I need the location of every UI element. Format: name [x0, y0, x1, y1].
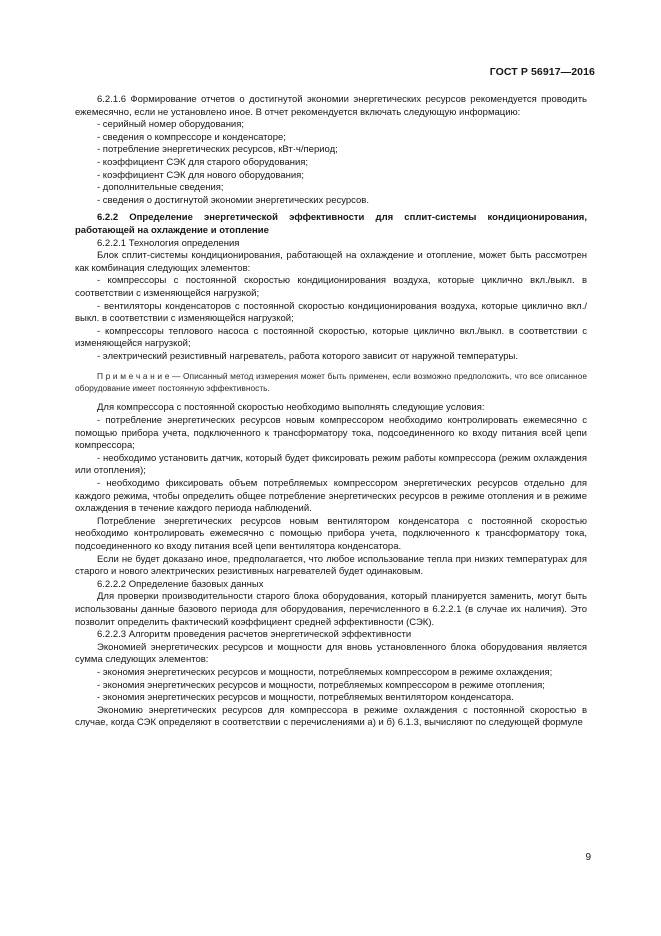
- section-6-2-2-2-paragraph: Для проверки производительности старого блока оборудования, который планируется заменить, могут быть использованы данные базового периода для оборудования, перечисленного в 6.2.2.1 (в случае их наличия). Это позволит определить фактический коэффициент средней эффективности (СЭК).: [75, 591, 587, 628]
- note-text: — Описанный метод измерения может быть применен, если возможно предположить, что все описанное оборудование имеет постоянную эффективность.: [75, 371, 587, 393]
- report-contents-list: [75, 119, 587, 207]
- document-body: [75, 94, 587, 730]
- final-paragraph: Экономию энергетических ресурсов для компрессора в режиме охлаждения с постоянной скоростью в случае, когда СЭК определяют в соответствии с перечислениями а) и б) 6.1.3, вычисляют по следующей формуле: [75, 704, 587, 729]
- section-6-2-2-3-title: 6.2.2.3 Алгоритм проведения расчетов энергетической эффективности: [97, 629, 412, 641]
- section-6-2-2-1-title: 6.2.2.1 Технология определения: [97, 237, 240, 249]
- list-item: - серийный номер оборудования;: [97, 119, 245, 131]
- section-6-2-2-3-intro: Экономией энергетических ресурсов и мощности для вновь установленного блока оборудования является сумма следующих элементов:: [75, 641, 587, 666]
- section-6-2-2-1-intro: Блок сплит-системы кондиционирования, работающей на охлаждение и отопление, может быть рассмотрен как комбинация следующих элементов:: [75, 250, 587, 274]
- section-6-2-1-6-intro: 6.2.1.6 Формирование отчетов о достигнутой экономии энергетических ресурсов рекомендуется проводить ежемесячно, если не установлено иное. В отчет рекомендуется включать следующую информацию:: [75, 94, 587, 118]
- section-6-2-2-2-title: 6.2.2.2 Определение базовых данных: [97, 578, 264, 590]
- list-item: - потребление энергетических ресурсов, кВт·ч/период;: [97, 144, 338, 156]
- list-item: - сведения о компрессоре и конденсаторе;: [97, 131, 286, 143]
- list-item: - экономия энергетических ресурсов и мощности, потребляемых компрессором в режиме отопления;: [97, 679, 545, 691]
- section-6-2-2-heading: 6.2.2 Определение энергетической эффективности для сплит-системы кондиционирования, работающей на охлаждение и отопление: [75, 212, 587, 236]
- note-label: П р и м е ч а н и е: [97, 371, 170, 382]
- list-item: - коэффициент СЭК для старого оборудования;: [97, 156, 309, 168]
- list-item: - электрический резистивный нагреватель, работа которого зависит от наружной температуры.: [97, 350, 518, 362]
- list-item: - компрессоры теплового насоса с постоянной скоростью, которые циклично вкл./выкл. в соответствии с изменяющейся нагрузкой;: [75, 325, 587, 350]
- list-item: - коэффициент СЭК для нового оборудования;: [97, 169, 304, 181]
- standard-header: ГОСТ Р 56917—2016: [489, 66, 595, 78]
- compressor-intro: Для компрессора с постоянной скоростью необходимо выполнять следующие условия:: [97, 402, 485, 414]
- list-item: - компрессоры с постоянной скоростью кондиционирования воздуха, которые циклично вкл./выкл. в соответствии с изменяющейся нагрузкой;: [75, 275, 587, 299]
- list-item: - сведения о достигнутой экономии энергетических ресурсов.: [97, 194, 369, 206]
- list-item: - потребление энергетических ресурсов новым компрессором необходимо контролировать ежемесячно с помощью прибора учета, подключенного к трансформатору тока, подсоединенного ко входу питания всей цепи компрессора;: [75, 415, 587, 452]
- fan-paragraph: Потребление энергетических ресурсов новым вентилятором конденсатора с постоянной скоростью необходимо контролировать ежемесячно с помощью прибора учета, подключенного к трансформатору тока, подсоединенного ко входу питания всей цепи вентилятора конденсатора.: [75, 515, 587, 552]
- list-item: - экономия энергетических ресурсов и мощности, потребляемых компрессором в режиме охлаждения;: [97, 666, 553, 678]
- list-item: - необходимо фиксировать объем потребляемых компрессором энергетических ресурсов отдельно для каждого режима, чтобы определить общее потребление энергетических ресурсов в режиме отопления и в режиме охлаждения в течение каждого периода наблюдений.: [75, 478, 587, 515]
- note: [75, 371, 587, 394]
- heater-paragraph: Если не будет доказано иное, предполагается, что любое использование тепла при низких температурах для старого и нового электрических резистивных нагревателей будет одинаковым.: [75, 553, 587, 578]
- list-item: - необходимо установить датчик, который будет фиксировать режим работы компрессора (режим охлаждения или отопления);: [75, 452, 587, 477]
- page-number: 9: [585, 852, 591, 863]
- list-item: - экономия энергетических ресурсов и мощности, потребляемых вентилятором конденсатора.: [97, 692, 514, 704]
- list-item: - дополнительные сведения;: [97, 182, 224, 194]
- list-item: - вентиляторы конденсаторов с постоянной скоростью кондиционирования воздуха, которые циклично вкл./выкл. в соответствии с изменяющейся нагрузкой;: [75, 300, 587, 325]
